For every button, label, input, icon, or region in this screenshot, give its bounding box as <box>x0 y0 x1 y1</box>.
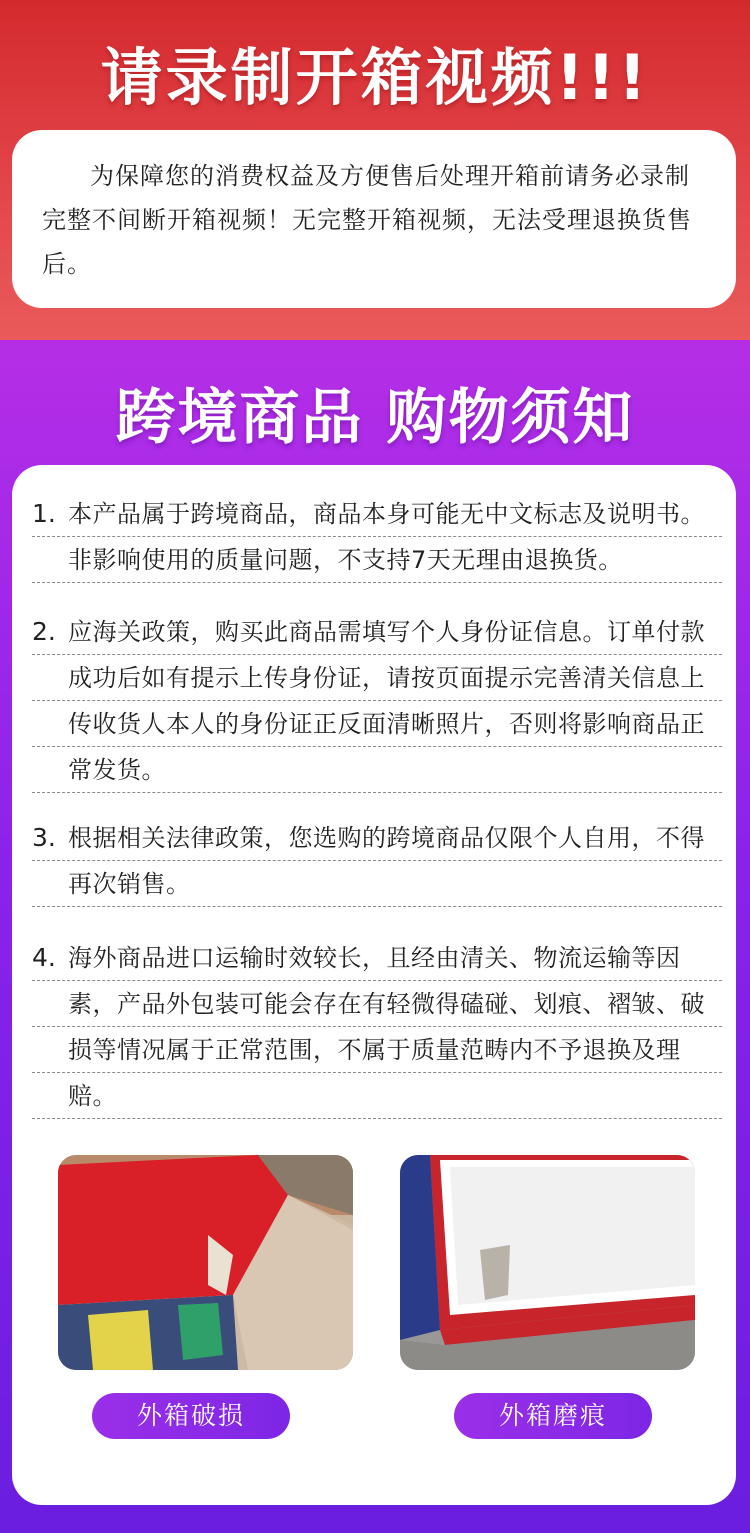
rule-text: 根据相关法律政策，您选购的跨境商品仅限个人自用，不得再次销售。 <box>68 824 705 898</box>
rule-text: 本产品属于跨境商品，商品本身可能无中文标志及说明书。非影响使用的质量问题，不支持7天无理由退换货。 <box>68 500 705 574</box>
rule-item-3 <box>32 815 722 907</box>
box-damage-photo <box>58 1155 353 1370</box>
rule-number: 1. <box>32 499 56 528</box>
guide-section <box>0 340 750 1533</box>
caption-box-damage: 外箱破损 <box>92 1393 290 1439</box>
rule-text: 应海关政策，购买此商品需填写个人身份证信息。订单付款成功后如有提示上传身份证，请按页面提示完善清关信息上传收货人本人的身份证正反面清晰照片，否则将影响商品正常发货。 <box>68 618 705 784</box>
rule-text: 海外商品进口运输时效较长，且经由清关、物流运输等因素，产品外包装可能会存在有轻微得磕碰、划痕、褶皱、破损等情况属于正常范围，不属于质量范畴内不予退换及理赔。 <box>68 944 705 1110</box>
box-scratch-photo <box>400 1155 695 1370</box>
notice-text: 为保障您的消费权益及方便售后处理开箱前请务必录制完整不间断开箱视频！无完整开箱视频，无法受理退换货售后。 <box>42 162 692 278</box>
rule-number: 2. <box>32 617 56 646</box>
rule-number: 3. <box>32 823 56 852</box>
notice-card <box>12 130 736 308</box>
guide-title: 跨境商品 购物须知 <box>115 383 635 453</box>
rule-item-2 <box>32 609 722 793</box>
notice-section <box>0 0 750 340</box>
caption-box-scratch: 外箱磨痕 <box>454 1393 652 1439</box>
rules-card <box>12 465 736 1505</box>
notice-title: 请录制开箱视频!!! <box>100 41 650 114</box>
rule-item-4 <box>32 935 722 1119</box>
rule-number: 4. <box>32 943 56 972</box>
rule-item-1 <box>32 491 722 583</box>
